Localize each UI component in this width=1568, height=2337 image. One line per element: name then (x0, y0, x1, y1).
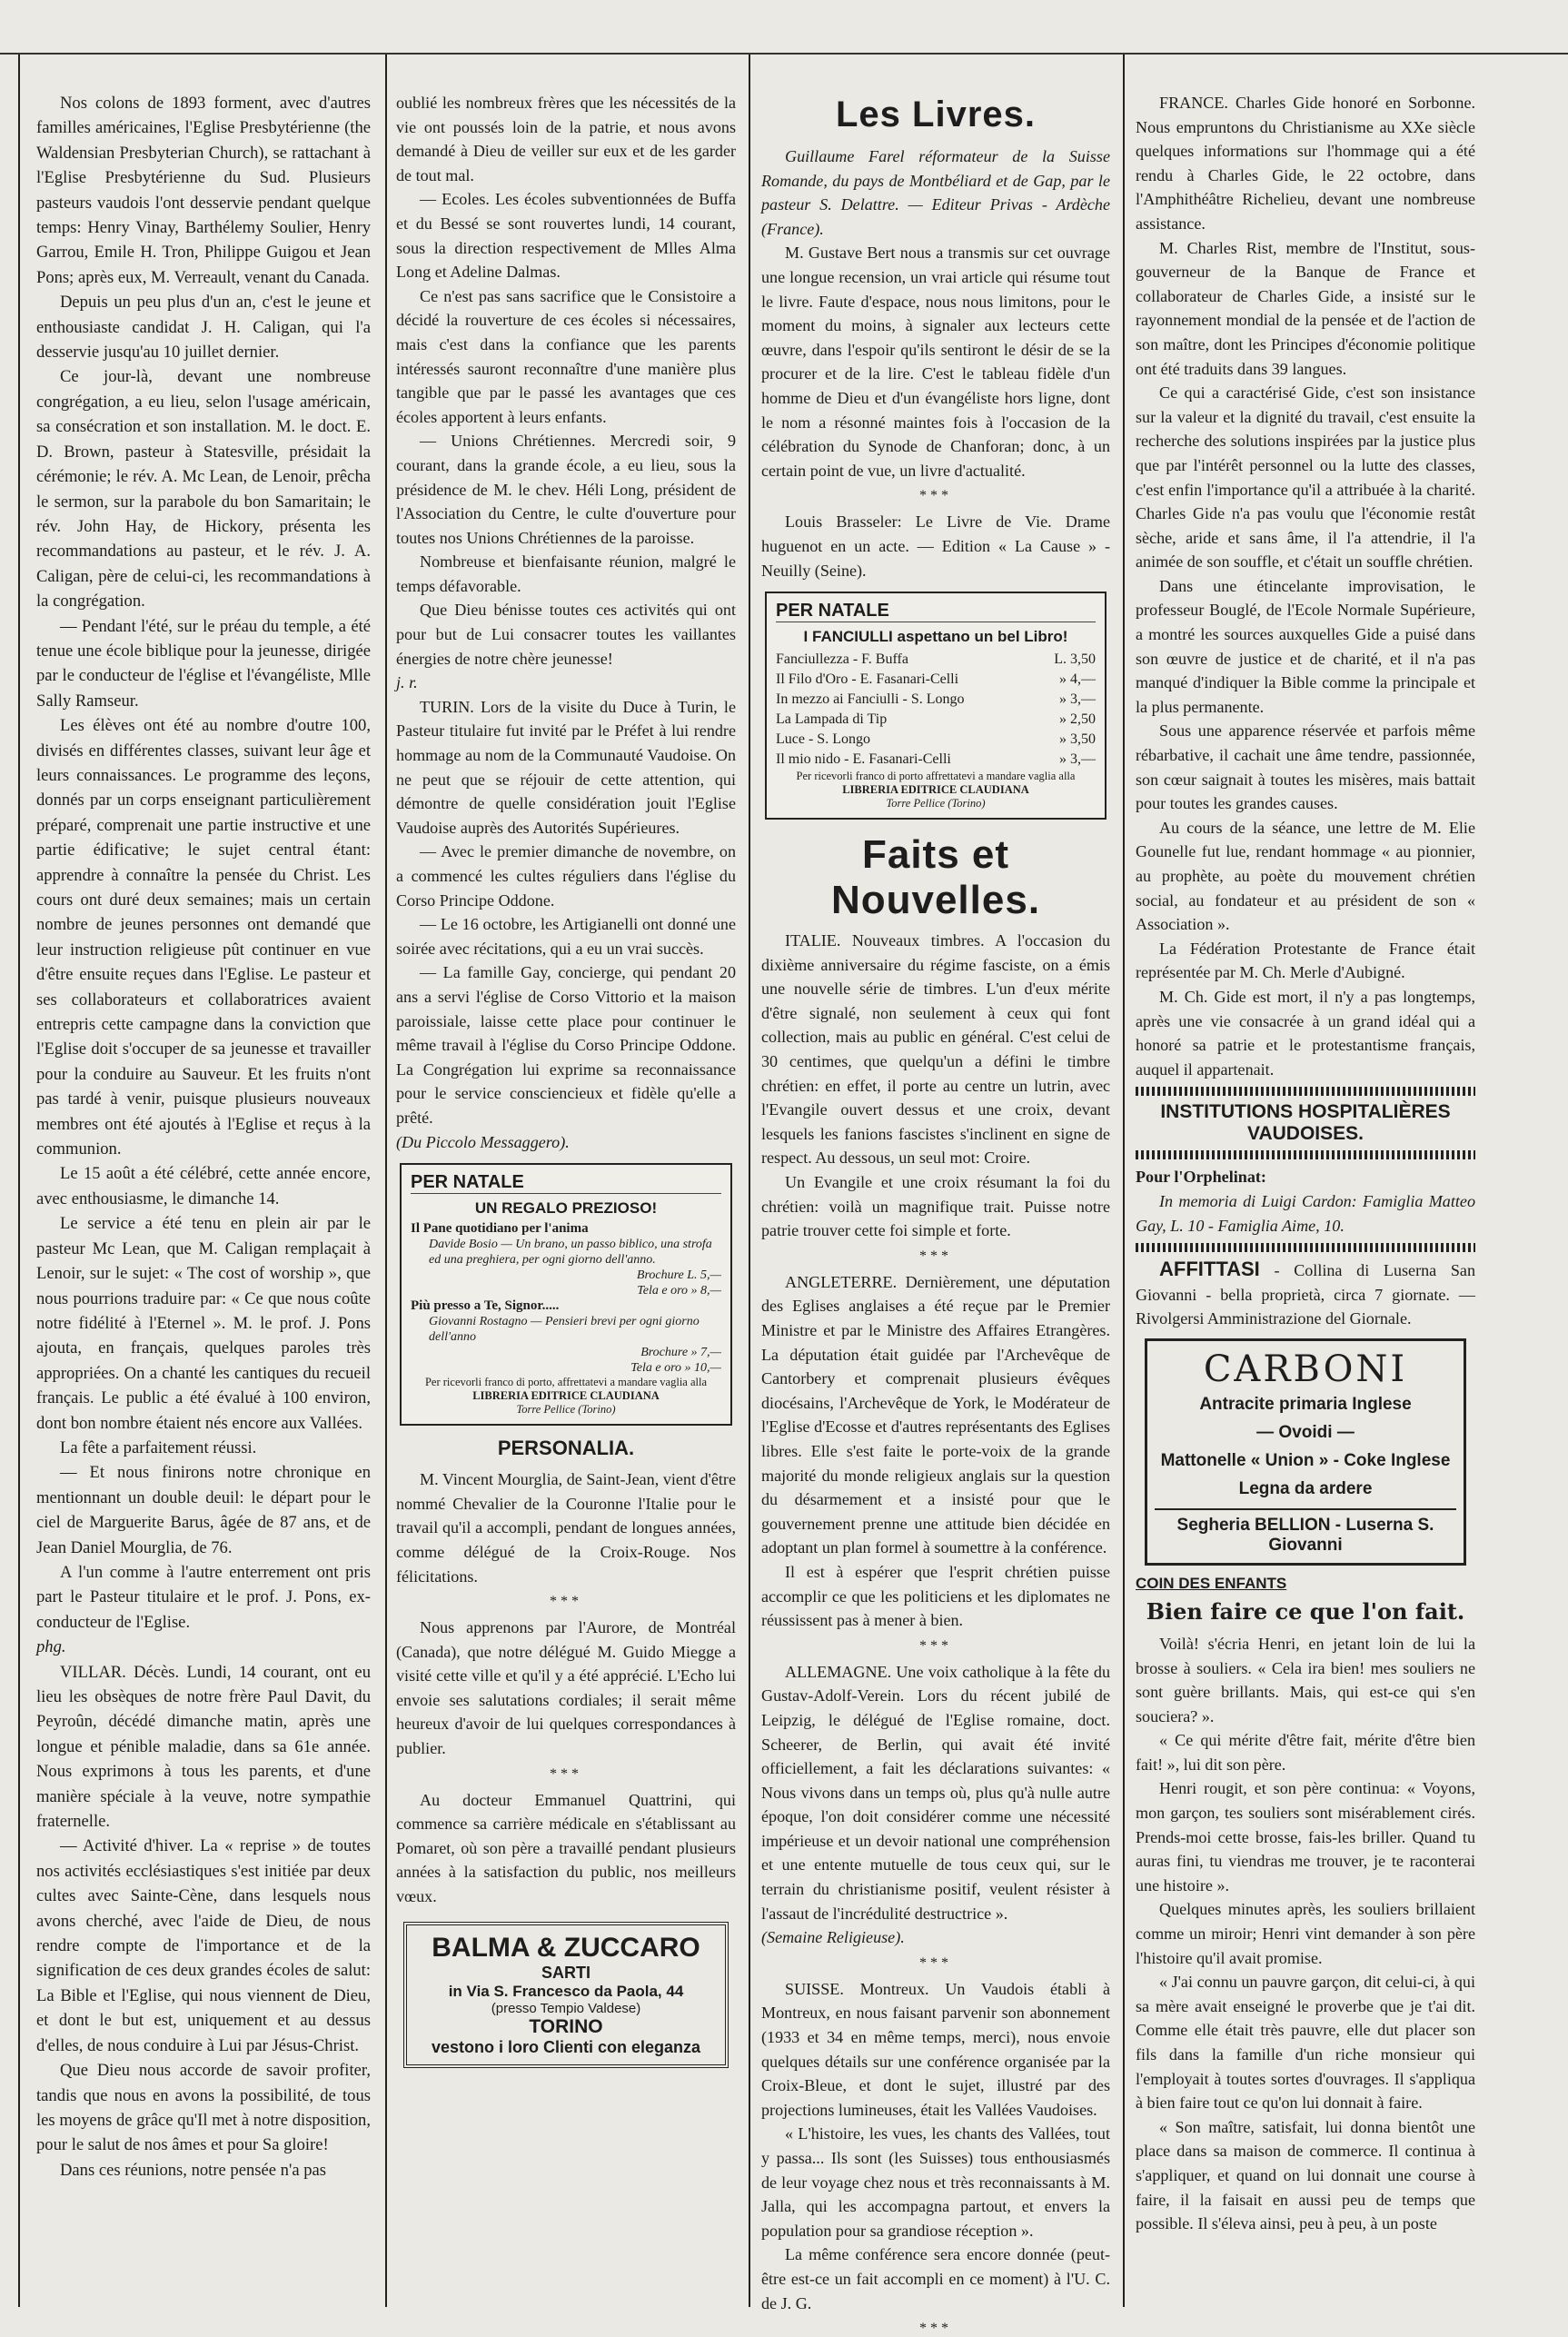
paragraph: « Son maître, satisfait, lui donna bientôt une place dans sa maison de commerce. Il continua à s'appliquer, et quand on lui donnait une course à faire, il la faisait en aussi peu de temps que possible. Il s'éleva ainsi, peu à peu, à un poste (1136, 2117, 1475, 2233)
column-1 (36, 91, 371, 2308)
book-title: Il mio nido - E. Fasanari-Celli (776, 751, 951, 768)
paragraph: Au docteur Emmanuel Quattrini, qui commence sa carrière médicale en s'établissant au Pomaret, où son père a travaillé pendant plusieurs années à la satisfaction du public, nos meilleurs vœux. (396, 1790, 736, 1906)
ad-line: Antracite primaria Inglese (1199, 1394, 1412, 1414)
book-description: Davide Bosio — Un brano, un passo biblico, una strofa ed una preghiera, per ogni giorno dell'anno. (429, 1238, 712, 1268)
book-price: Tela e oro » 8,— (637, 1284, 721, 1298)
column-3 (761, 91, 1110, 2337)
book-title: In mezzo ai Fanciulli - S. Longo (776, 691, 965, 708)
top-border (0, 53, 1568, 55)
ad-brand: BALMA & ZUCCARO (432, 1932, 700, 1963)
column-rule (18, 55, 20, 2307)
paragraph: — Activité d'hiver. La « reprise » de toutes nos activités ecclésiastiques s'est initiée par deux cultes avec Sainte-Cène, dans lesquels nous avons cherché, avec l'aide de Dieu, de nous rendre compte de l'importance et de la signification de ces deux grandes écoles de salut: La Bible et l'Eglise, qui nous viennent de Dieu, et dont le but est, uniquement et au dessus d'elles, de nous conduire à Lui par Jésus-Christ. (36, 1836, 371, 2055)
paragraph: — Ecoles. Les écoles subventionnées de Buffa et du Bessé se sont rouvertes lundi, 14 courant, sous la direction respectivement de Mlles Alma Long et Adeline Dalmas. (396, 190, 736, 282)
book-price: Brochure » 7,— (640, 1346, 721, 1360)
separator-stars: *** (919, 1248, 952, 1264)
subheading: Pour l'Orphelinat: (1136, 1168, 1266, 1187)
paragraph: M. Ch. Gide est mort, il n'y a pas longtemps, après une vie consacrée à un grand idéal qui a honoré sa patrie et le protestantisme français, auquel il appartenait. (1136, 987, 1475, 1079)
paragraph: Les élèves ont été au nombre d'outre 100, divisés en différentes classes, suivant leur âge et leurs connaissances. Le programme des leçons, donnés par un corps enseignant particulièrement préparé, comprenait une partie instructive et une partie édificative; le sujet central étant: apprendre à connaître la pensée du Christ. Les cours ont duré deux semaines; mais un certain nombre de jeunes personnes ont demandé que leur instruction religieuse pût continuer en vue d'être ensuite reçues dans l'Eglise. Le pasteur et ses collaborateurs et collaboratrices avaient entrepris cette campagne dans la conviction que l'Eglise doit s'occuper de sa jeunesse et travailler pour la conduire au Sauveur. Et les fruits n'ont pas tardé à venir, puisque plusieurs nouveaux membres ont été ajoutés à l'Eglise et reçus à la communion. (36, 716, 371, 1159)
paragraph: « Ce qui mérite d'être fait, mérite d'être bien fait! », lui dit son père. (1136, 1731, 1475, 1774)
book-row (776, 730, 1096, 750)
paragraph: Henri rougit, et son père continua: « Voyons, mon garçon, tes souliers sont misérablement cirés. Prends-moi cette brosse, fais-les briller. Quand tu auras fini, tu viendras me trouver, je te raconterai une histoire ». (1136, 1779, 1475, 1894)
paragraph: SUISSE. Montreux. Un Vaudois établi à Montreux, en nous faisant parvenir son abonnement (1933 et 34 en même temps, merci), nous envoie quelques détails sur une conférence organisée par la Croix-Bleue, et dont le sujet, illustré par des projections lumineuses, était les Vallées Vaudoises. (761, 1979, 1110, 2119)
paragraph: Un Evangile et une croix résumant la foi du chrétien: voilà un magnifique trait. Puisse notre patrie trouver cette foi simple et forte. (761, 1173, 1110, 1240)
ad-brand: CARBONI (1203, 1348, 1408, 1390)
ad-city: Torre Pellice (Torino) (516, 1403, 616, 1417)
paragraph: La même conférence sera encore donnée (peut-être est-ce un fait accompli en ce moment) à l'U. C. de J. G. (761, 2245, 1110, 2312)
paragraph: Ce n'est pas sans sacrifice que le Consistoire a décidé la rouverture de ces écoles si nécessaires, mais c'est dans la confiance que les parents intéressés sauront reconnaître d'une manière plus tangible que par le passé les avantages que ces écoles apportent à leurs enfants. (396, 286, 736, 426)
paragraph: — Unions Chrétiennes. Mercredi soir, 9 courant, dans la grande école, a eu lieu, sous la présidence de M. le chev. Héli Long, président de l'Association du Centre, le culte d'ouverture pour toutes nos Unions Chrétiennes de la paroisse. (396, 432, 736, 547)
book-title: Il Filo d'Oro - E. Fasanari-Celli (776, 671, 959, 688)
book-title: Fanciullezza - F. Buffa (776, 651, 908, 668)
paragraph: Dans ces réunions, notre pensée n'a pas (60, 2160, 327, 2180)
column-rule (749, 55, 750, 2307)
decorative-rule (1136, 1087, 1475, 1096)
ad-title: PER NATALE (776, 601, 1096, 622)
paragraph: Le service a été tenu en plein air par le pasteur Mc Lean, que M. Caligan remplaçait à Lenoir, sur le sujet: « The cost of worship », que nous pourrions traduire par: « Ce que nous coûte notre fidélité à l'Eternel ». M. le prof. J. Pons ajouta, en français, quelques paroles très appropriées. On a chanté les cantiques du recueil français. Le public a été évalué à 100 environ, dont bon nombre étaient nés encore aux Vallées. (36, 1214, 371, 1433)
book-row (776, 650, 1096, 670)
paragraph: Ce jour-là, devant une nombreuse congrégation, a eu lieu, selon l'usage américain, sa consécration et son installation. M. le doct. E. D. Brown, pasteur à Statesville, présidait la cérémonie; le rév. A. Mc Lean, de Lenoir, prêcha le sermon, sur la parabole du bon Samaritain; le rév. John Hay, de Hickory, présenta les recommandations au pasteur, et le rév. J. A. Caligan, père de celui-ci, les recommandations à la congrégation. (36, 367, 371, 612)
paragraph: Nombreuse et bienfaisante réunion, malgré le temps défavorable. (396, 552, 736, 595)
paragraph: « L'histoire, les vues, les chants des Vallées, tout y passa... Ils sont (les Suisses) tous enthousiasmés de leur voyage chez nous et très reconnaissants à M. Jalla, qui les accompagna partout, et envers la population pour sa grandiose réception ». (761, 2124, 1110, 2240)
paragraph: « J'ai connu un pauvre garçon, dit celui-ci, à qui sa mère avait enseigné le proverbe que je t'ai dit. Comme elle était très pauvre, elle dut placer son fils dans la famille d'un riche monsieur qui l'employait à toutes sortes d'ouvrages. Il s'appliqua à bien faire tout ce qu'on lui donnait à faire. (1136, 1973, 1475, 2113)
ad-city: Torre Pellice (Torino) (886, 797, 986, 810)
classified-label: AFFITTASI (1159, 1258, 1260, 1281)
advert-balma-zuccaro (403, 1922, 729, 2068)
story-title: Bien faire ce que l'on fait. (1146, 1597, 1465, 1625)
ad-subtitle: UN REGALO PREZIOSO! (474, 1199, 658, 1218)
advert-fanciulli (765, 592, 1107, 820)
classified-ad (1136, 1258, 1475, 1331)
separator-stars: *** (919, 1637, 952, 1654)
book-row (776, 710, 1096, 730)
ad-title: PER NATALE (411, 1172, 721, 1194)
paragraph: VILLAR. Décès. Lundi, 14 courant, ont eu lieu les obsèques de notre frère Paul Davit, du Peyroûn, décédé dimanche matin, après une longue et pénible maladie, dans sa 61e année. Nous exprimons à tous les parents, et d'une manière spéciale à la veuve, notre sympathie fraternelle. (36, 1662, 371, 1832)
paragraph: Guillaume Farel réformateur de la Suisse Romande, du pays de Montbéliard et de Gap, par le pasteur S. Delattre. — Editeur Privas - Ardèche (France). (761, 147, 1110, 238)
book-title: Luce - S. Longo (776, 731, 870, 748)
paragraph: Louis Brasseler: Le Livre de Vie. Drame huguenot en un acte. — Edition « La Cause » - Neuilly (Seine). (761, 512, 1110, 580)
paragraph: oublié les nombreux frères que les nécessités de la vie ont poussés loin de la patrie, et nous avons demandé à Dieu de veiller sur eux et de les garder de tout mal. (396, 94, 736, 184)
ad-address: in Via S. Francesco da Paola, 44 (448, 1982, 684, 2000)
separator-stars: *** (919, 488, 952, 504)
paragraph: Le 15 août a été célébré, cette année encore, avec enthousiasme, le dimanche 14. (36, 1164, 371, 1208)
book-price: » 3,50 (1059, 731, 1096, 748)
separator-stars: *** (550, 1765, 582, 1782)
column-4 (1136, 91, 1475, 2308)
column-rule (1123, 55, 1125, 2307)
column-rule (385, 55, 387, 2307)
signature: j. r. (396, 673, 418, 692)
paragraph: In memoria di Luigi Cardon: Famiglia Matteo Gay, L. 10 - Famiglia Aime, 10. (1136, 1191, 1475, 1235)
paragraph: Depuis un peu plus d'un an, c'est le jeune et enthousiaste candidat J. H. Caligan, qui l'a desservie jusqu'au 10 juillet dernier. (36, 293, 371, 363)
ad-line: Legna da ardere (1238, 1478, 1373, 1498)
source-credit: (Du Piccolo Messaggero). (396, 1132, 570, 1151)
book-price: » 4,— (1059, 671, 1096, 688)
book-price: Brochure L. 5,— (636, 1268, 721, 1283)
paragraph: Au cours de la séance, une lettre de M. Elie Gounelle fut lue, rendant hommage « au pionnier, au prophète, au poète du mouvement chrétien social, au fondateur et au président de son « Association ». (1136, 818, 1475, 934)
book-title: Il Pane quotidiano per l'anima (411, 1221, 589, 1237)
ad-note: Per ricevorli franco di porto, affrettatevi a mandare vaglia alla (424, 1376, 708, 1389)
column-2 (396, 91, 736, 2308)
advert-carboni (1145, 1338, 1466, 1566)
section-heading: Les Livres. (835, 94, 1036, 134)
paragraph: FRANCE. Charles Gide honoré en Sorbonne. Nous empruntons du Christianisme au XXe siècle quelques informations sur l'hommage qui a été rendu à Charles Gide, le 22 octobre, dans l'Amphithéâtre Richelieu, devant une nombreuse assistance. (1136, 94, 1475, 233)
paragraph: A l'un comme à l'autre enterrement ont pris part le Pasteur titulaire et le prof. J. Pons, ex-conducteur de l'Eglise. (36, 1562, 371, 1632)
decorative-rule (1136, 1243, 1475, 1252)
ad-line: — Ovoidi — (1256, 1422, 1355, 1442)
section-heading: PERSONALIA. (497, 1437, 635, 1460)
book-price: Tela e oro » 10,— (630, 1361, 721, 1376)
book-row (776, 750, 1096, 770)
paragraph: Il est à espérer que l'esprit chrétien puisse accomplir ce que les politiciens et les diplomates ne réussissent pas à mener à bien. (761, 1562, 1110, 1630)
source-credit: (Semaine Religieuse). (761, 1928, 905, 1947)
signature: phg. (36, 1637, 66, 1657)
book-price: » 3,— (1059, 691, 1096, 708)
ad-location-note: (presso Tempio Valdese) (491, 2000, 641, 2016)
book-title: La Lampada di Tip (776, 711, 888, 728)
book-title: Più presso a Te, Signor..... (411, 1298, 560, 1314)
paragraph: ALLEMAGNE. Une voix catholique à la fête du Gustav-Adolf-Verein. Lors du récent jubilé de Leipzig, le délégué de l'Eglise romaine, doct. Scheerer, de Berlin, qui avait été invité officiellement, a fait les déclarations suivantes: « Nous vivons dans un temps où, plus qu'à nulle autre époque, l'on doit considérer comme une nécessité impérieuse et un devoir national une compréhension et une entente mutuelle de tous ceux qui, sur le terrain du christianisme positif, veulent résister à l'assaut de l'incrédulité destructrice ». (761, 1662, 1110, 1923)
paragraph: — Et nous finirons notre chronique en mentionnant un double deuil: le départ pour le ciel de Marguerite Barus, âgée de 87 ans, et de Jean Daniel Mourglia, de 76. (36, 1463, 371, 1557)
ad-note: Per ricevorli franco di porto affrettatevi a mandare vaglia alla (796, 770, 1076, 783)
book-description: Giovanni Rostagno — Pensieri brevi per ogni giorno dell'anno (429, 1315, 700, 1345)
separator-stars: *** (919, 1954, 952, 1971)
book-row (776, 690, 1096, 710)
paragraph: Ce qui a caractérisé Gide, c'est son insistance sur la valeur et la dignité du travail, c'est ensuite la recherche des solutions inspirées par la justice plus que par l'intérêt personnel ou la lutte des classes, c'est enfin l'importance qu'il a attribuée à la charité. Charles Gide n'a pas voulu que l'économie restât sèche, aride et sans âme, il l'a attendrie, il l'a animée de son souffle, et c'était un souffle chrétien. (1136, 383, 1475, 572)
ad-subtitle: I FANCIULLI aspettano un bel Libro! (803, 628, 1068, 646)
decorative-rule (1136, 1150, 1475, 1159)
paragraph: M. Vincent Mourglia, de Saint-Jean, vient d'être nommé Chevalier de la Couronne l'Italie pour le travail qu'il a accompli, pendant de longues années, comme délégué de la Croix-Rouge. Nos félicitations. (396, 1470, 736, 1586)
ad-city: TORINO (529, 2015, 603, 2037)
paragraph: ITALIE. Nouveaux timbres. A l'occasion du dixième anniversaire du régime fasciste, on a émis une nouvelle série de timbres. L'un d'eux mérite d'être signalé, non seulement à ceux qui font collection, mais au public en général. C'est celui de 30 centimes, que quelqu'un a défini le timbre chrétien: en effet, il porte au centre un lutrin, avec l'Evangile ouvert dessus et une croix, devant lesquels les fanions fascistes s'inclinent en signe de respect. Au dessous, un seul mot: Croire. (761, 931, 1110, 1168)
paragraph: M. Charles Rist, membre de l'Institut, sous-gouverneur de la Banque de France et collaborateur de Charles Gide, a insisté sur le rayonnement mondial de la pensée et de l'action de son maître, dont les Principes d'économie politique ont été traduits dans 39 langues. (1136, 238, 1475, 378)
paragraph: TURIN. Lors de la visite du Duce à Turin, le Pasteur titulaire fut invité par le Préfet à lui rendre hommage au nom de la Communauté Vaudoise. On ne peut que se réjouir de cette attention, qui démontre de quelle considération jouit l'Eglise Vaudoise auprès des Autorités Supérieures. (396, 697, 736, 837)
section-heading: Faits et Nouvelles. (830, 832, 1041, 923)
paragraph: — La famille Gay, concierge, qui pendant 20 ans a servi l'église de Corso Vittorio et la maison paroissiale, laisse cette place pour continuer le même travail à l'église du Corso Principe Oddone. La Congrégation lui exprime sa reconnaissance pour le service consciencieux et fidèle qu'elle a prêté. (396, 963, 736, 1127)
ad-publisher: LIBRERIA EDITRICE CLAUDIANA (472, 1389, 660, 1403)
ad-publisher: LIBRERIA EDITRICE CLAUDIANA (842, 783, 1029, 797)
paragraph: ANGLETERRE. Dernièrement, une députation des Eglises anglaises a été reçue par le Premier Ministre et par le Ministre des Affaires Etrangères. La députation était guidée par l'Archevêque de Cantorbery et comprenait plusieurs évêques diocésains, l'Archevêque de York, le Modérateur de l'Eglise d'Ecosse et d'autres représentants des Eglises libres. Elle s'est faite le porte-voix de la grande majorité du monde religieux anglais sur la question du désarmement et a insisté pour que le gouvernement prenne une attitude bien décidée en adoptant un plan formel à soumettre à la conférence. (761, 1272, 1110, 1557)
ad-line: Mattonelle « Union » - Coke Inglese (1160, 1450, 1451, 1470)
paragraph: La Fédération Protestante de France était représentée par M. Ch. Merle d'Aubigné. (1136, 939, 1475, 982)
book-price: » 2,50 (1059, 711, 1096, 728)
paragraph: Sous une apparence réservée et parfois même rébarbative, il cachait une âme tendre, passionnée, son cœur saignait à toutes les misères, mais battait pour toutes les grandes causes. (1136, 721, 1475, 813)
advert-regalo (400, 1163, 732, 1426)
section-heading: INSTITUTIONS HOSPITALIÈRES VAUDOISES. (1160, 1101, 1451, 1145)
paragraph: Que Dieu bénisse toutes ces activités qui ont pour but de Lui consacrer toutes les vaillantes énergies de notre chère jeunesse! (396, 601, 736, 668)
paragraph: La fête a parfaitement réussi. (60, 1437, 257, 1457)
ad-footer: Segheria BELLION - Luserna S. Giovanni (1155, 1508, 1456, 1556)
paragraph: — Le 16 octobre, les Artigianelli ont donné une soirée avec récitations, qui a eu un vrai succès. (396, 915, 736, 958)
separator-stars: *** (919, 2321, 952, 2337)
paragraph: Que Dieu nous accorde de savoir profiter, tandis que nous en avons la possibilité, de tous les moyens de grâce qu'Il met à notre disposition, pour le salut de nos âmes et pour Sa gloire! (36, 2061, 371, 2155)
separator-stars: *** (550, 1594, 582, 1610)
paragraph: — Pendant l'été, sur le préau du temple, a été tenue une école biblique pour la jeunesse, dirigée par le conducteur de l'église et l'évangéliste, Mlle Sally Ramseur. (36, 616, 371, 711)
paragraph: Nos colons de 1893 forment, avec d'autres familles américaines, l'Eglise Presbytérienne (the Waldensian Presbyterian Church), se rattachant à l'Eglise Presbytérienne du Sud. Plusieurs pasteurs vaudois l'ont desservie pendant quelque temps: Henry Vinay, Barthélemy Soulier, Henry Garrou, Emile H. Tron, Philippe Guigou et Jean Pons; après eux, M. Verreault, venant du Canada. (36, 94, 371, 287)
paragraph: Nous apprenons par l'Aurore, de Montréal (Canada), que notre délégué M. Guido Miegge a visité cette ville et qu'il y a été apprécié. L'Echo lui envoie ses salutations cordiales; il serait même heureux d'avoir de lui quelques correspondances à publier. (396, 1618, 736, 1758)
book-price: L. 3,50 (1054, 651, 1096, 668)
book-row (776, 670, 1096, 690)
paragraph: Quelques minutes après, les souliers brillaient comme un miroir; Henri vint demander à son père l'histoire qu'il avait promise. (1136, 1900, 1475, 1967)
paragraph: Dans une étincelante improvisation, le professeur Bouglé, de l'Ecole Normale Supérieure, a montré les sources auxquelles Gide a puisé dans son œuvre de justice et de charité, et il n'a pas manqué d'indiquer la Bible comme la principale et la plus permanente. (1136, 576, 1475, 716)
classified-text: - Collina di Luserna San Giovanni - bella proprietà, circa 7 giornate. — Rivolgersi Amministrazione del Giornale. (1136, 1261, 1475, 1328)
paragraph: — Avec le premier dimanche de novembre, on a commencé les cultes réguliers dans l'église du Corso Principe Oddone. (396, 842, 736, 910)
book-price: » 3,— (1059, 751, 1096, 768)
paragraph: Voilà! s'écria Henri, en jetant loin de lui la brosse à souliers. « Cela ira bien! mes souliers ne sont guère brillants. Mais, qui est-ce qui s'en souciera? ». (1136, 1634, 1475, 1725)
ad-slogan: vestono i loro Clienti con eleganza (431, 2037, 701, 2056)
paragraph: M. Gustave Bert nous a transmis sur cet ouvrage une longue recension, un vrai article qui résume tout le livre. Faute d'espace, nous nous limitons, pour le moment du moins, à signaler aux lecteurs cette œuvre, dans l'espoir qu'ils sentiront le désir de se la procurer et de la lire. C'est le tableau fidèle d'un homme de Dieu et d'un évangéliste hors ligne, dont le nom a résonné maintes fois à l'occasion de la célébration du Synode de Chanforan; donc, à un certain point de vue, un livre d'actualité. (761, 244, 1110, 480)
ad-trade: SARTI (541, 1963, 590, 1982)
section-heading: COIN DES ENFANTS (1136, 1574, 1287, 1592)
